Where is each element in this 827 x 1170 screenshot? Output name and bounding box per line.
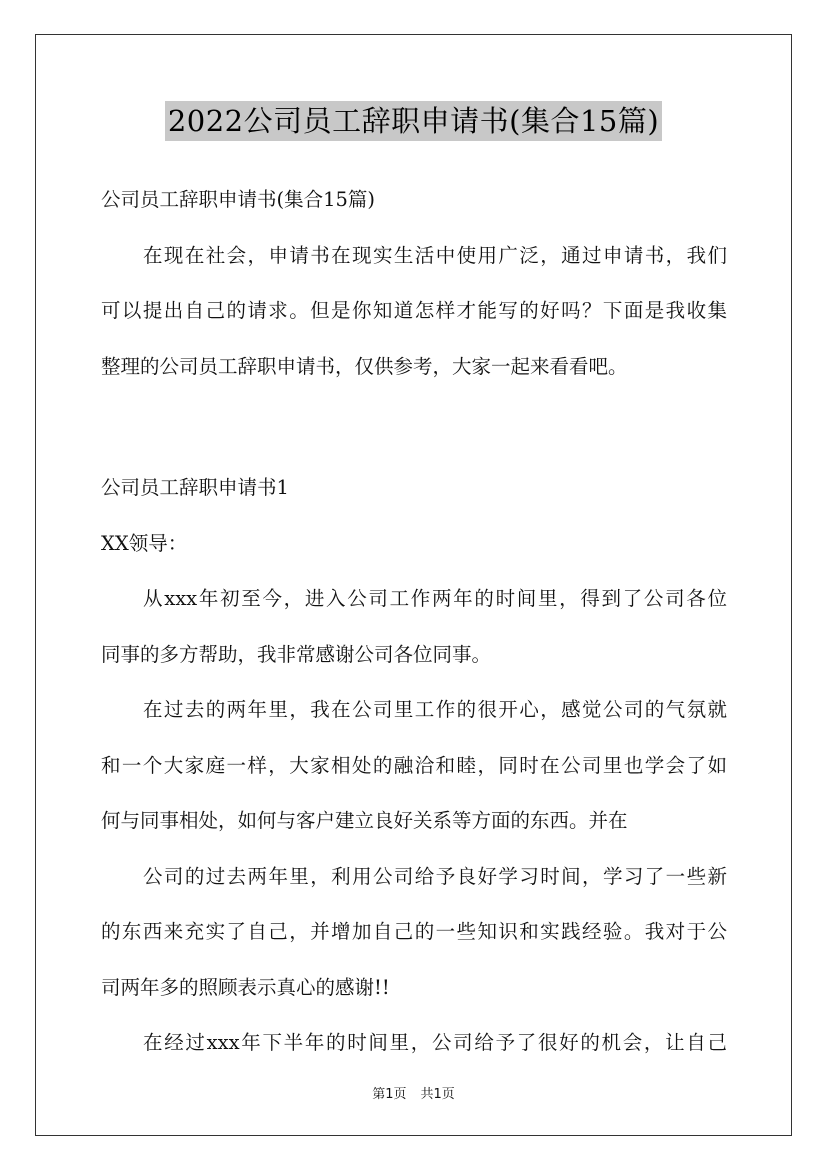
body-line-7: 的东西来充实了自己，并增加自己的一些知识和实践经验。我对于公: [101, 920, 727, 943]
document-body: [101, 172, 727, 1071]
title-container: [0, 101, 827, 141]
intro-line-3: 整理的公司员工辞职申请书，仅供参考，大家一起来看看吧。: [101, 354, 628, 378]
body-line-5: 何与同事相处，如何与客户建立良好关系等方面的东西。并在: [101, 809, 628, 832]
paragraph-gap: [101, 394, 727, 460]
body-line-3: 在过去的两年里，我在公司里工作的很开心，感觉公司的气氛就: [143, 698, 727, 721]
section-heading: 公司员工辞职申请书1: [101, 476, 289, 499]
page-footer: [0, 1083, 827, 1102]
page-number: 第1页: [372, 1087, 407, 1102]
intro-line-1: 在现在社会，申请书在现实生活中使用广泛，通过申请书，我们: [143, 243, 727, 267]
body-line-4: 和一个大家庭一样，大家相处的融洽和睦，同时在公司里也学会了如: [101, 753, 727, 777]
body-line-2: 同事的多方帮助，我非常感谢公司各位同事。: [101, 642, 492, 666]
body-line-6: 公司的过去两年里，利用公司给予良好学习时间，学习了一些新: [143, 864, 727, 888]
body-line-8: 司两年多的照顾表示真心的感谢!!: [101, 975, 390, 999]
document-subtitle: 公司员工辞职申请书(集合15篇): [101, 188, 376, 211]
body-line-1: 从xxx年初至今，进入公司工作两年的时间里，得到了公司各位: [143, 587, 727, 610]
body-line-9: 在经过xxx年下半年的时间里，公司给予了很好的机会，让自己: [143, 1031, 727, 1054]
intro-line-2: 可以提出自己的请求。但是你知道怎样才能写的好吗？下面是我收集: [101, 299, 727, 322]
document-title: 2022公司员工辞职申请书(集合15篇): [165, 101, 662, 141]
salutation: XX领导：: [101, 531, 188, 555]
page-total: 共1页: [420, 1087, 455, 1102]
